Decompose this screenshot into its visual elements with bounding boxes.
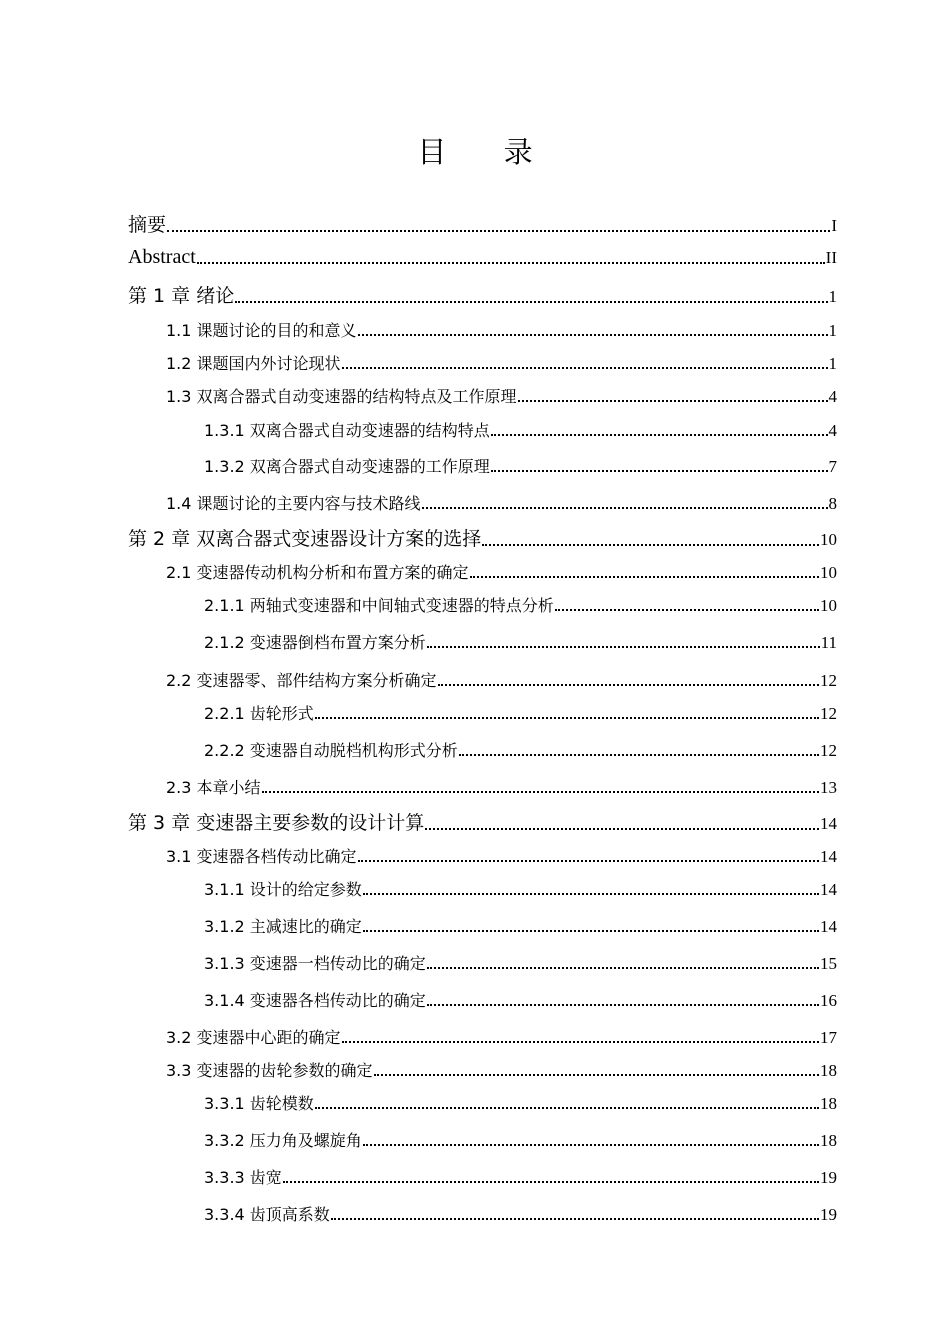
dot-leader	[425, 828, 819, 830]
toc-page-number: 10	[820, 563, 837, 582]
toc-page-number: 17	[820, 1028, 837, 1047]
toc-entry[interactable]	[166, 668, 837, 691]
toc-page-number: 14	[820, 847, 837, 866]
toc-page-number: I	[831, 216, 837, 235]
toc-entry-label: 2.2 变速器零、部件结构方案分析确定	[166, 671, 437, 690]
toc-entry[interactable]	[128, 210, 837, 237]
toc-entry[interactable]	[128, 808, 837, 835]
toc-page-number: 8	[828, 494, 837, 513]
toc-entry-label: 2.1.2 变速器倒档布置方案分析	[204, 633, 426, 652]
toc-page-number: 4	[828, 421, 837, 440]
toc-entry[interactable]	[166, 491, 837, 514]
dot-leader	[363, 893, 819, 895]
dot-leader	[491, 470, 828, 472]
toc-entry[interactable]	[204, 1202, 837, 1225]
toc-page-number: 10	[820, 530, 837, 549]
toc-entry[interactable]	[204, 988, 837, 1011]
toc-entry[interactable]	[166, 318, 837, 341]
toc-entry-label: 1.3.2 双离合器式自动变速器的工作原理	[204, 457, 490, 476]
dot-leader	[167, 230, 830, 232]
toc-entry[interactable]	[204, 701, 837, 724]
dot-leader	[482, 544, 819, 546]
toc-entry[interactable]	[204, 454, 837, 477]
dot-leader	[427, 646, 820, 648]
toc-entry-label: 3.3.1 齿轮模数	[204, 1094, 314, 1113]
toc-entry-label: 1.3.1 双离合器式自动变速器的结构特点	[204, 421, 490, 440]
toc-page-number: 12	[820, 741, 837, 760]
toc-page-number: 18	[820, 1061, 837, 1080]
toc-entry[interactable]	[166, 1058, 837, 1081]
dot-leader	[518, 400, 828, 402]
toc-page-number: 1	[828, 287, 837, 306]
toc-entry-label: 3.1.3 变速器一档传动比的确定	[204, 954, 426, 973]
toc-page-number: 16	[820, 991, 837, 1010]
dot-leader	[427, 1004, 819, 1006]
dot-leader	[315, 1107, 819, 1109]
toc-entry-label: 3.1.4 变速器各档传动比的确定	[204, 991, 426, 1010]
toc-entry-label: 2.2.1 齿轮形式	[204, 704, 314, 723]
toc-page-number: 19	[820, 1205, 837, 1224]
toc-entry-label: 2.1.1 两轴式变速器和中间轴式变速器的特点分析	[204, 596, 554, 615]
toc-entry-label: 1.4 课题讨论的主要内容与技术路线	[166, 494, 421, 513]
dot-leader	[459, 754, 819, 756]
toc-page-number: 1	[828, 321, 837, 340]
toc-entry-label: 1.2 课题国内外讨论现状	[166, 354, 341, 373]
toc-entry[interactable]	[204, 951, 837, 974]
toc-page-number: 15	[820, 954, 837, 973]
toc-entry[interactable]	[128, 246, 837, 269]
dot-leader	[363, 1144, 819, 1146]
toc-entry-label: 1.3 双离合器式自动变速器的结构特点及工作原理	[166, 387, 517, 406]
toc-entry-label: 3.1.1 设计的给定参数	[204, 880, 362, 899]
toc-page-number: 12	[820, 704, 837, 723]
dot-leader	[358, 334, 828, 336]
toc-page-number: 18	[820, 1131, 837, 1150]
toc-entry[interactable]	[204, 418, 837, 441]
toc-page-number: 11	[820, 633, 837, 652]
toc-page-number: 14	[820, 814, 837, 833]
dot-leader	[342, 1041, 819, 1043]
toc-entry-label: 第 2 章 双离合器式变速器设计方案的选择	[128, 528, 482, 550]
dot-leader	[315, 717, 819, 719]
toc-entry[interactable]	[166, 384, 837, 407]
toc-entry[interactable]	[204, 1165, 837, 1188]
toc-entry[interactable]	[204, 914, 837, 937]
toc-page-number: 1	[828, 354, 837, 373]
dot-leader	[235, 301, 827, 303]
toc-page-number: 18	[820, 1094, 837, 1113]
dot-leader	[197, 262, 825, 264]
toc-entry[interactable]	[204, 630, 837, 653]
toc-page-number: 19	[820, 1168, 837, 1187]
dot-leader	[374, 1074, 819, 1076]
dot-leader	[342, 367, 828, 369]
dot-leader	[491, 434, 828, 436]
toc-entry-label: 3.3.2 压力角及螺旋角	[204, 1131, 362, 1150]
toc-page-number: II	[825, 248, 837, 267]
toc-entry-label: 第 3 章 变速器主要参数的设计计算	[128, 812, 425, 834]
dot-leader	[470, 576, 819, 578]
toc-page-number: 10	[820, 596, 837, 615]
toc-page-number: 14	[820, 917, 837, 936]
toc-entry-label: 摘要	[128, 214, 167, 236]
toc-entry-label: 3.1 变速器各档传动比确定	[166, 847, 357, 866]
toc-page-number: 12	[820, 671, 837, 690]
dot-leader	[363, 930, 819, 932]
toc-entry[interactable]	[204, 1091, 837, 1114]
toc-entry[interactable]	[204, 1128, 837, 1151]
toc-entry[interactable]	[128, 281, 837, 308]
dot-leader	[422, 507, 828, 509]
toc-entry-label: Abstract	[128, 246, 196, 268]
toc-entry-label: 2.3 本章小结	[166, 778, 261, 797]
toc-entry-label: 3.3.3 齿宽	[204, 1168, 282, 1187]
toc-page-number: 13	[820, 778, 837, 797]
dot-leader	[358, 860, 819, 862]
toc-entry-label: 3.3 变速器的齿轮参数的确定	[166, 1061, 373, 1080]
toc-page-number: 14	[820, 880, 837, 899]
dot-leader	[262, 791, 819, 793]
toc-entry-label: 3.3.4 齿顶高系数	[204, 1205, 330, 1224]
dot-leader	[427, 967, 819, 969]
toc-entry[interactable]	[128, 524, 837, 551]
toc-entry[interactable]	[166, 844, 837, 867]
toc-entry[interactable]	[166, 1025, 837, 1048]
dot-leader	[438, 684, 819, 686]
toc-entry[interactable]	[166, 560, 837, 583]
dot-leader	[283, 1181, 819, 1183]
toc-page-number: 7	[828, 457, 837, 476]
toc-page-number: 4	[828, 387, 837, 406]
toc-entry[interactable]	[166, 775, 837, 798]
dot-leader	[331, 1218, 819, 1220]
toc-entry-label: 2.1 变速器传动机构分析和布置方案的确定	[166, 563, 469, 582]
toc-entry-label: 3.1.2 主减速比的确定	[204, 917, 362, 936]
toc-entry[interactable]	[166, 351, 837, 374]
toc-entry-label: 2.2.2 变速器自动脱档机构形式分析	[204, 741, 458, 760]
toc-entry[interactable]	[204, 593, 837, 616]
toc-entry-label: 1.1 课题讨论的目的和意义	[166, 321, 357, 340]
toc-entry-label: 第 1 章 绪论	[128, 285, 235, 307]
dot-leader	[555, 609, 819, 611]
page-title: 目 录	[417, 135, 557, 169]
toc-entry[interactable]	[204, 738, 837, 761]
toc-entry[interactable]	[204, 877, 837, 900]
toc-entry-label: 3.2 变速器中心距的确定	[166, 1028, 341, 1047]
